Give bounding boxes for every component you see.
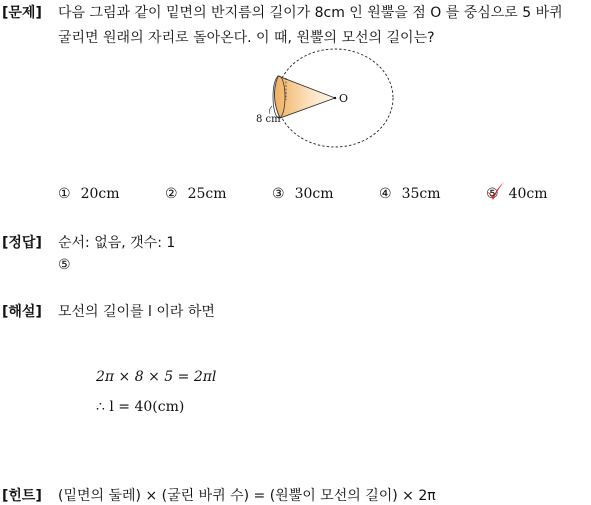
radius-label: 8 cm: [256, 114, 281, 125]
problem-text-line2: 굴리면 원래의 자리로 돌아온다. 이 때, 원뿔의 모선의 길이는?: [58, 30, 435, 46]
correct-check-icon: [484, 180, 506, 202]
choice-2-text: 25cm: [187, 186, 227, 202]
choice-4[interactable]: [379, 186, 441, 202]
choice-1-text: 20cm: [80, 186, 120, 202]
choice-2-number: ②: [165, 186, 178, 202]
choice-1[interactable]: [58, 186, 120, 202]
choice-4-text: 35cm: [401, 186, 441, 202]
choice-2[interactable]: [165, 186, 227, 202]
apex-label: O: [339, 92, 349, 105]
choice-4-number: ④: [379, 186, 392, 202]
hint-text: (밑면의 둘레) × (굴린 바퀴 수) = (원뿔이 모선의 길이) × 2π: [58, 488, 436, 504]
answer-order-count: 순서: 없음, 갯수: 1: [58, 235, 176, 251]
equation-1: 2π × 8 × 5 = 2πl: [96, 369, 217, 385]
problem-text-line1: 다음 그림과 같이 밑면의 반지름의 길이가 8cm 인 원뿔을 점 O 를 중심으로 5 바퀴: [58, 5, 563, 21]
apex-point: [334, 97, 336, 99]
explanation-tag: [해설]: [2, 304, 42, 320]
choice-1-number: ①: [58, 186, 71, 202]
problem-tag: [문제]: [2, 5, 42, 21]
choice-3-number: ③: [272, 186, 285, 202]
equation-2: ∴ l = 40(cm): [96, 399, 185, 415]
choice-5-number: ⑤: [486, 186, 499, 202]
choice-3-text: 30cm: [294, 186, 334, 202]
explanation-intro: 모선의 길이를 l 이라 하면: [58, 304, 215, 320]
choice-5-text: 40cm: [508, 186, 548, 202]
hint-tag: [힌트]: [2, 488, 42, 504]
answer-tag: [정답]: [2, 235, 42, 251]
cone-figure: [250, 40, 410, 155]
choice-3[interactable]: [272, 186, 334, 202]
choice-5[interactable]: [486, 186, 548, 202]
answer-choice: ⑤: [58, 257, 71, 273]
